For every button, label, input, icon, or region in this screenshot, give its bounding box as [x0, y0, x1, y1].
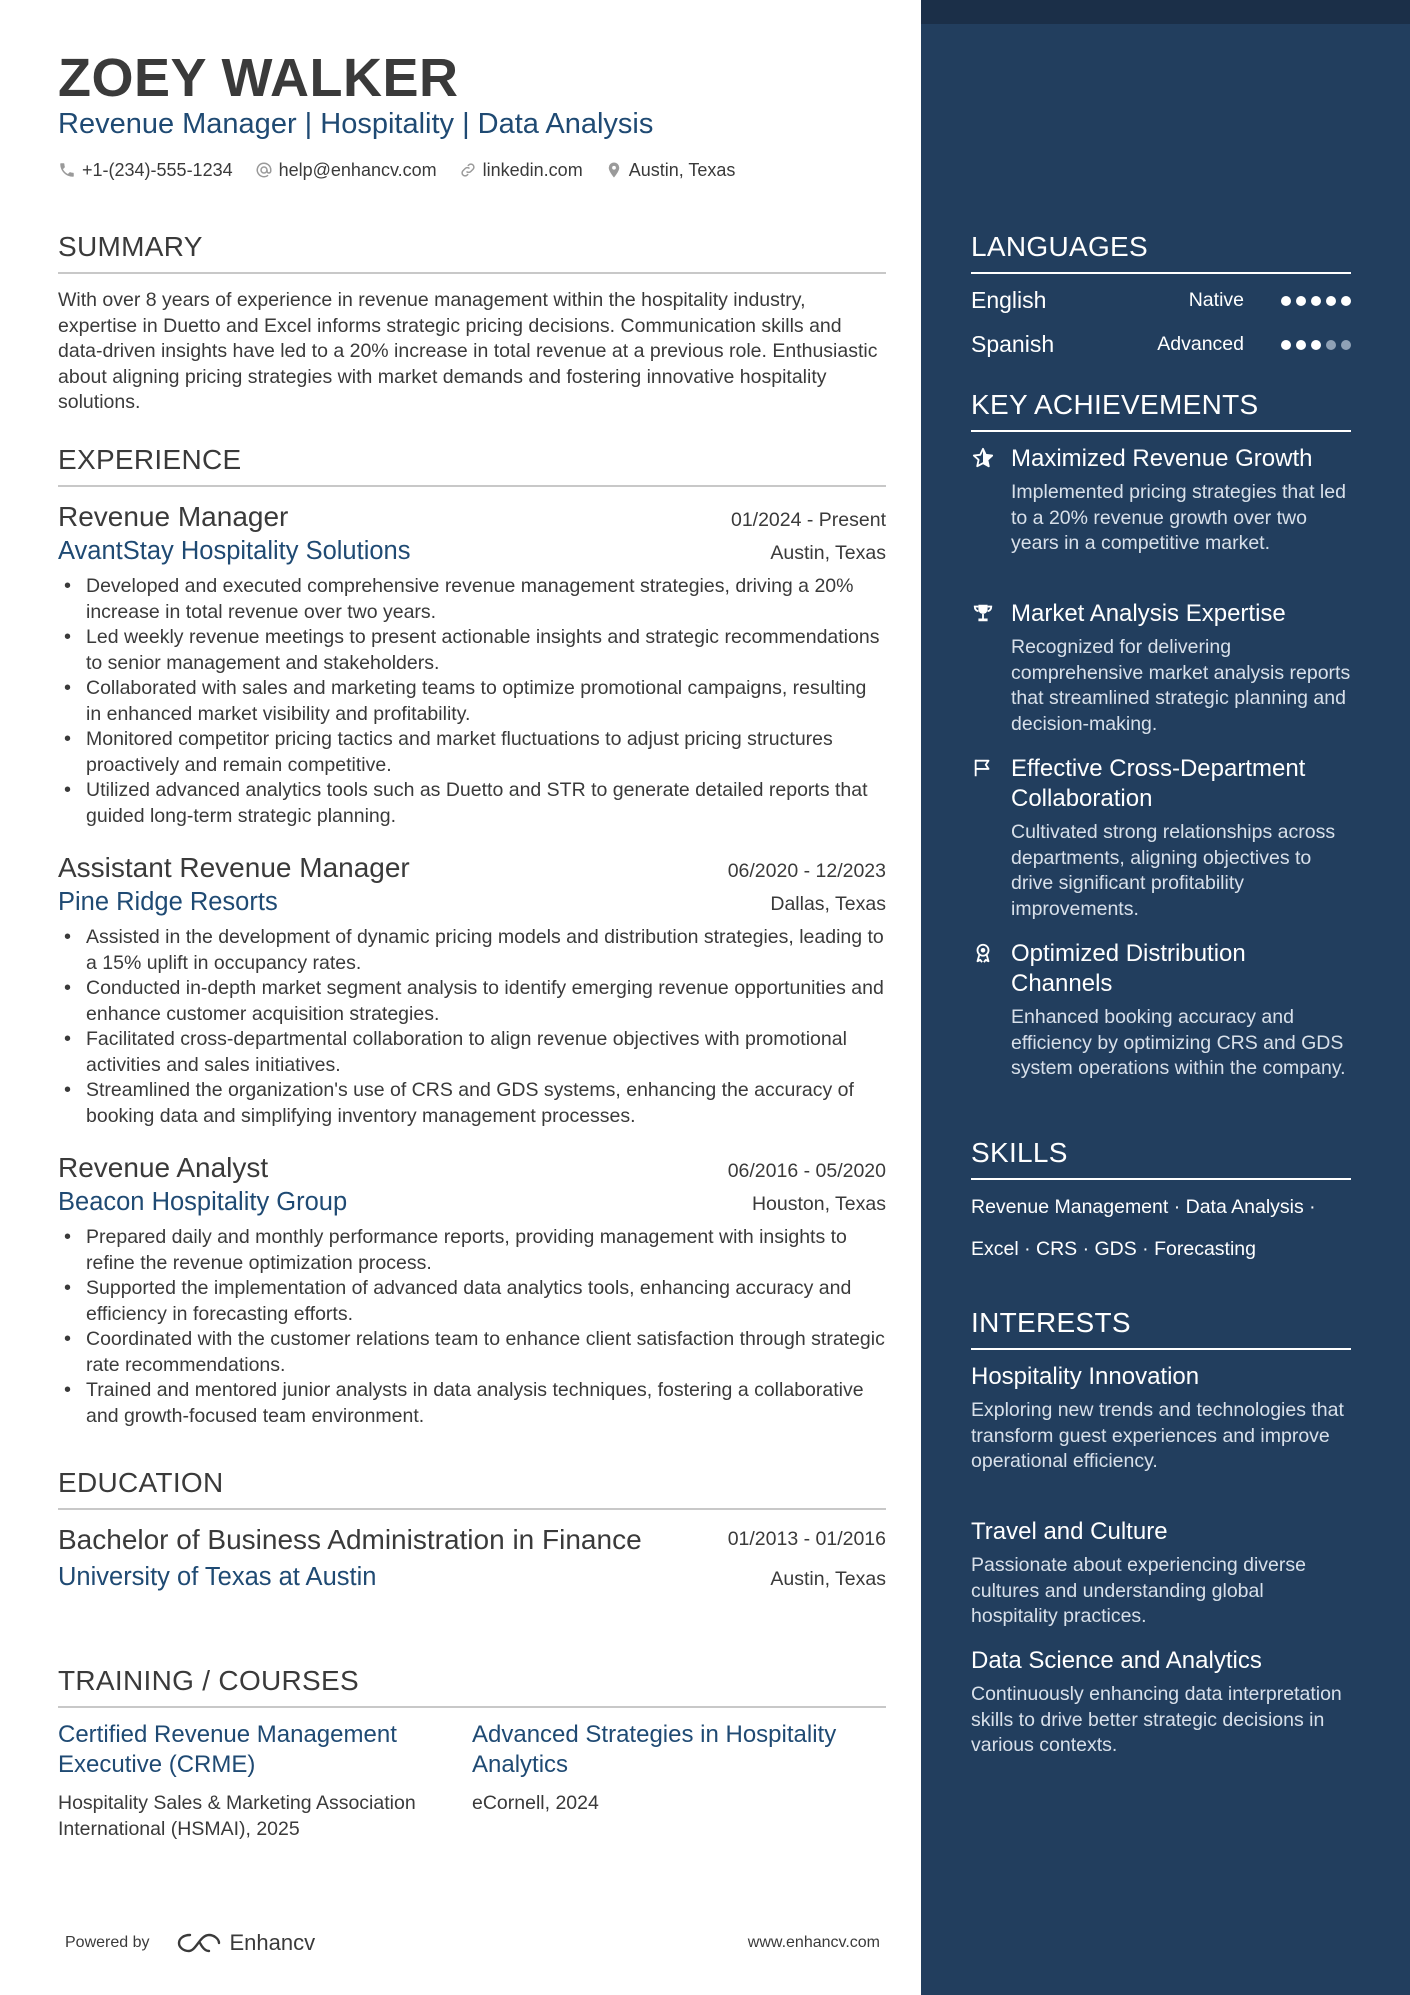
- achievement-item: [971, 599, 1351, 737]
- proficiency-dots: [1276, 340, 1351, 350]
- job-bullets: [58, 925, 886, 1129]
- enhancv-logo-icon: [176, 1931, 222, 1955]
- interest-description: Passionate about experiencing diverse cultures and understanding global hospitality practices.: [971, 1554, 1306, 1627]
- linkedin-text: linkedin.com: [482, 160, 583, 180]
- link-icon: [459, 161, 477, 179]
- bullet-item: • Streamlined the organization's use of CRS and GDS systems, enhancing the accuracy of booking data and simplifying inventory management processes.: [58, 1078, 886, 1129]
- job-location: Austin, Texas: [770, 542, 886, 564]
- proficiency-dot: [1341, 296, 1351, 306]
- sidebar-top-band: [921, 0, 1410, 24]
- language-level: Native: [1188, 289, 1244, 311]
- bullet-item: • Conducted in-depth market segment analysis to identify emerging revenue opportunities and enhance customer acquisition strategies.: [58, 976, 886, 1027]
- skills-line: Excel · CRS · GDS · Forecasting: [971, 1238, 1256, 1260]
- bullet-item: • Developed and executed comprehensive revenue management strategies, driving a 20% increase in total revenue over two years.: [58, 574, 886, 625]
- bullet-item: • Utilized advanced analytics tools such as Duetto and STR to generate detailed reports that guided long-term strategic planning.: [58, 778, 886, 829]
- job-title: Assistant Revenue Manager: [58, 852, 410, 883]
- contact-location: [605, 158, 736, 182]
- job-company: AvantStay Hospitality Solutions: [58, 537, 411, 565]
- interest-item: [971, 1646, 1351, 1759]
- course-title: Advanced Strategies in Hospitality Analytics: [472, 1721, 837, 1778]
- job-location: Houston, Texas: [751, 1193, 886, 1215]
- candidate-name: ZOEY WALKER: [58, 48, 459, 108]
- job-bullets: [58, 1225, 886, 1429]
- experience-heading: EXPERIENCE: [58, 443, 886, 487]
- course-provider: eCornell, 2024: [472, 1792, 599, 1814]
- skills-line: Revenue Management · Data Analysis ·: [971, 1196, 1316, 1218]
- achievement-description: Recognized for delivering comprehensive market analysis reports that streamlined strategic planning and decision-making.: [1011, 636, 1351, 735]
- interest-item: [971, 1517, 1351, 1630]
- course-title: Certified Revenue Management Executive (CRME): [58, 1721, 397, 1778]
- job-location: Dallas, Texas: [770, 893, 886, 915]
- contact-linkedin[interactable]: [459, 158, 583, 182]
- education-heading: EDUCATION: [58, 1466, 886, 1510]
- job-entry-2: [58, 851, 886, 1129]
- powered-by: [65, 1930, 315, 1956]
- training-heading: TRAINING / COURSES: [58, 1664, 886, 1708]
- course-item: [472, 1720, 886, 1842]
- job-date: 06/2020 - 12/2023: [727, 860, 886, 882]
- location-text: Austin, Texas: [628, 160, 736, 180]
- interest-title: Hospitality Innovation: [971, 1363, 1200, 1390]
- proficiency-dot: [1311, 340, 1321, 350]
- bullet-item: • Monitored competitor pricing tactics and market fluctuations to adjust pricing structures proactively and remain competitive.: [58, 727, 886, 778]
- achievement-title: Market Analysis Expertise: [1011, 600, 1286, 627]
- language-name: English: [971, 287, 1047, 313]
- at-icon: [255, 161, 273, 179]
- achievement-description: Cultivated strong relationships across departments, aligning objectives to drive significant profitability improvements.: [1011, 821, 1336, 920]
- languages-heading: LANGUAGES: [971, 230, 1351, 274]
- job-company: Beacon Hospitality Group: [58, 1188, 348, 1216]
- job-title: Revenue Manager: [58, 501, 289, 532]
- footer: [65, 1930, 880, 1956]
- proficiency-dot: [1281, 296, 1291, 306]
- course-item: [58, 1720, 472, 1842]
- job-entry-3: [58, 1151, 886, 1429]
- language-item: [971, 331, 1351, 358]
- achievement-item: [971, 939, 1351, 1082]
- powered-by-label: Powered by: [65, 1934, 150, 1951]
- bullet-item: • Assisted in the development of dynamic pricing models and distribution strategies, leading to a 15% uplift in occupancy rates.: [58, 925, 886, 976]
- bullet-item: • Collaborated with sales and marketing teams to optimize promotional campaigns, resulting in enhanced market visibility and profitability.: [58, 676, 886, 727]
- interest-item: [971, 1362, 1351, 1475]
- achievement-description: Enhanced booking accuracy and efficiency by optimizing CRS and GDS system operations within the company.: [1011, 1006, 1346, 1079]
- achievement-title: Effective Cross-Department Collaboration: [1011, 755, 1306, 812]
- proficiency-dot: [1341, 340, 1351, 350]
- achievement-title: Maximized Revenue Growth: [1011, 445, 1313, 472]
- proficiency-dot: [1326, 296, 1336, 306]
- achievement-description: Implemented pricing strategies that led to a 20% revenue growth over two years in a competitive market.: [1011, 481, 1346, 554]
- education-entry: [58, 1522, 886, 1594]
- website-link[interactable]: www.enhancv.com: [747, 1934, 880, 1951]
- proficiency-dot: [1311, 296, 1321, 306]
- skills-list: [971, 1186, 1361, 1270]
- job-bullets: [58, 574, 886, 829]
- interest-title: Travel and Culture: [971, 1518, 1168, 1545]
- courses-list: [58, 1720, 886, 1842]
- flag-icon: [971, 754, 995, 782]
- location-pin-icon: [605, 160, 623, 180]
- contact-email[interactable]: [255, 158, 437, 182]
- interest-description: Exploring new trends and technologies that transform guest experiences and improve operational efficiency.: [971, 1399, 1344, 1472]
- language-item: [971, 287, 1351, 314]
- education-date: 01/2013 - 01/2016: [727, 1528, 886, 1550]
- achievement-item: [971, 444, 1351, 557]
- language-name: Spanish: [971, 331, 1055, 357]
- proficiency-dot: [1296, 296, 1306, 306]
- education-location: Austin, Texas: [770, 1568, 886, 1590]
- candidate-title: Revenue Manager | Hospitality | Data Analysis: [58, 108, 654, 140]
- phone-text: +1-(234)-555-1234: [82, 160, 233, 180]
- bullet-item: • Facilitated cross-departmental collaboration to align revenue objectives with promotional activities and sales initiatives.: [58, 1027, 886, 1078]
- school-name: University of Texas at Austin: [58, 1563, 377, 1591]
- bullet-item: • Prepared daily and monthly performance reports, providing management with insights to refine the revenue optimization process.: [58, 1225, 886, 1276]
- job-entry-1: [58, 500, 886, 829]
- language-level: Advanced: [1157, 333, 1244, 355]
- proficiency-dot: [1326, 340, 1336, 350]
- proficiency-dot: [1296, 340, 1306, 350]
- contact-bar: [58, 158, 757, 182]
- job-title: Revenue Analyst: [58, 1152, 269, 1183]
- job-company: Pine Ridge Resorts: [58, 888, 278, 916]
- achievement-item: [971, 754, 1351, 922]
- sidebar: [921, 0, 1410, 1995]
- proficiency-dot: [1281, 340, 1291, 350]
- bullet-item: • Supported the implementation of advanced data analytics tools, enhancing accuracy and efficiency in forecasting efforts.: [58, 1276, 886, 1327]
- phone-icon: [58, 161, 76, 179]
- skills-heading: SKILLS: [971, 1136, 1351, 1180]
- proficiency-dots: [1276, 296, 1351, 306]
- brand-name: Enhancv: [229, 1930, 316, 1955]
- email-text: help@enhancv.com: [278, 160, 437, 180]
- course-provider: Hospitality Sales & Marketing Association International (HSMAI), 2025: [58, 1792, 416, 1840]
- bullet-item: • Led weekly revenue meetings to present actionable insights and strategic recommendations to senior management and stakeholders.: [58, 625, 886, 676]
- bullet-item: • Coordinated with the customer relations team to enhance client satisfaction through strategic rate recommendations.: [58, 1327, 886, 1378]
- summary-text: With over 8 years of experience in revenue management within the hospitality industry, expertise in Duetto and Excel informs strategic pricing decisions. Communication skills and data-driven insights have led to a 20% increase in total revenue at a previous role. Enthusiastic about aligning pricing strategies with market demands and fostering innovative hospitality solutions.: [58, 289, 878, 413]
- job-date: 01/2024 - Present: [730, 509, 886, 531]
- bullet-item: • Trained and mentored junior analysts in data analysis techniques, fostering a collaborative and growth-focused team environment.: [58, 1378, 886, 1429]
- degree-title: Bachelor of Business Administration in Finance: [58, 1524, 642, 1555]
- trophy-icon: [971, 599, 995, 627]
- summary-heading: SUMMARY: [58, 230, 886, 274]
- interest-title: Data Science and Analytics: [971, 1647, 1262, 1674]
- achievements-heading: KEY ACHIEVEMENTS: [971, 388, 1351, 432]
- interests-heading: INTERESTS: [971, 1306, 1351, 1350]
- job-date: 06/2016 - 05/2020: [727, 1160, 886, 1182]
- star-icon: [971, 444, 995, 472]
- interest-description: Continuously enhancing data interpretation skills to drive better strategic decisions in various contexts.: [971, 1683, 1342, 1756]
- achievement-title: Optimized Distribution Channels: [1011, 940, 1246, 997]
- award-icon: [971, 939, 995, 967]
- contact-phone[interactable]: [58, 158, 233, 182]
- brand-logo[interactable]: [176, 1930, 316, 1956]
